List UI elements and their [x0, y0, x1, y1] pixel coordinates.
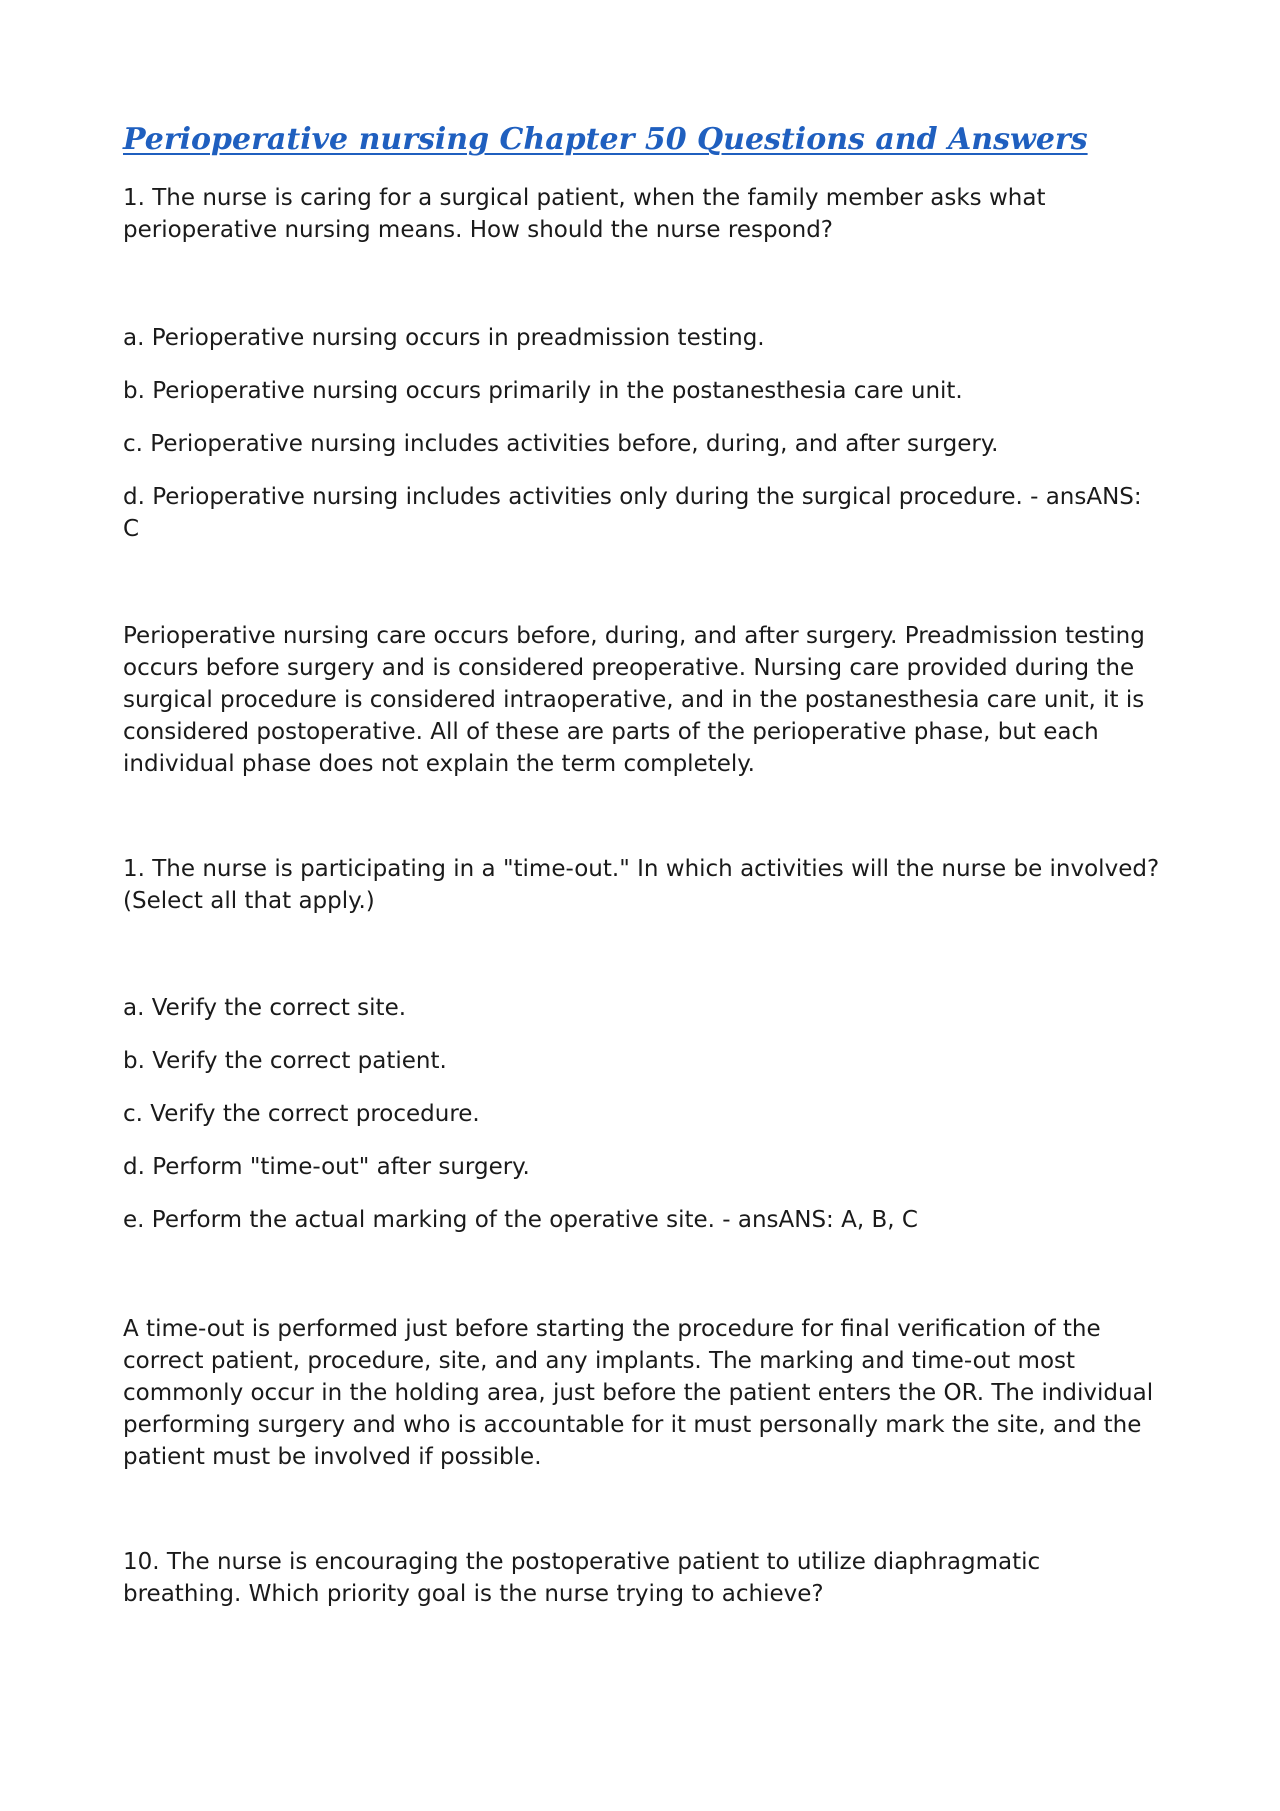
question-2-text: 1. The nurse is participating in a "time-out." In which activities will the nurse be involved? (Select all that apply.) [123, 856, 1160, 914]
question-1-option-c: c. Perioperative nursing includes activities before, during, and after surgery. [123, 431, 999, 457]
question-2-option-e: e. Perform the actual marking of the operative site. - ansANS: A, B, C [123, 1207, 918, 1233]
question-1-text: 1. The nurse is caring for a surgical patient, when the family member asks what perioperative nursing means. How should the nurse respond? [123, 185, 1046, 243]
question-2-option-c: c. Verify the correct procedure. [123, 1101, 480, 1127]
question-2-option-a: a. Verify the correct site. [123, 995, 407, 1021]
question-1-option-a: a. Perioperative nursing occurs in preadmission testing. [123, 325, 765, 351]
question-3-text: 10. The nurse is encouraging the postoperative patient to utilize diaphragmatic breathing. Which priority goal is the nurse trying to achieve? [123, 1549, 1041, 1607]
question-1-option-d: d. Perioperative nursing includes activities only during the surgical procedure. - ansANS: C [123, 484, 1142, 542]
question-1-rationale: Perioperative nursing care occurs before, during, and after surgery. Preadmission testing occurs before surgery and is considered preoperative. Nursing care provided during the surgical procedure is considered intraoperative, and in the postanesthesia care unit, it is considered postoperative. All of these are parts of the perioperative phase, but each individual phase does not explain the term completely. [123, 623, 1145, 777]
question-1-option-b: b. Perioperative nursing occurs primarily in the postanesthesia care unit. [123, 378, 963, 404]
question-2-rationale: A time-out is performed just before starting the procedure for final verification of the correct patient, procedure, site, and any implants. The marking and time-out most commonly occur in the holding area, just before the patient enters the OR. The individual performing surgery and who is accountable for it must personally mark the site, and the patient must be involved if possible. [123, 1316, 1154, 1470]
question-2-option-b: b. Verify the correct patient. [123, 1048, 447, 1074]
document-title: Perioperative nursing Chapter 50 Questions and Answers [123, 122, 1088, 157]
question-2-option-d: d. Perform "time-out" after surgery. [123, 1154, 530, 1180]
